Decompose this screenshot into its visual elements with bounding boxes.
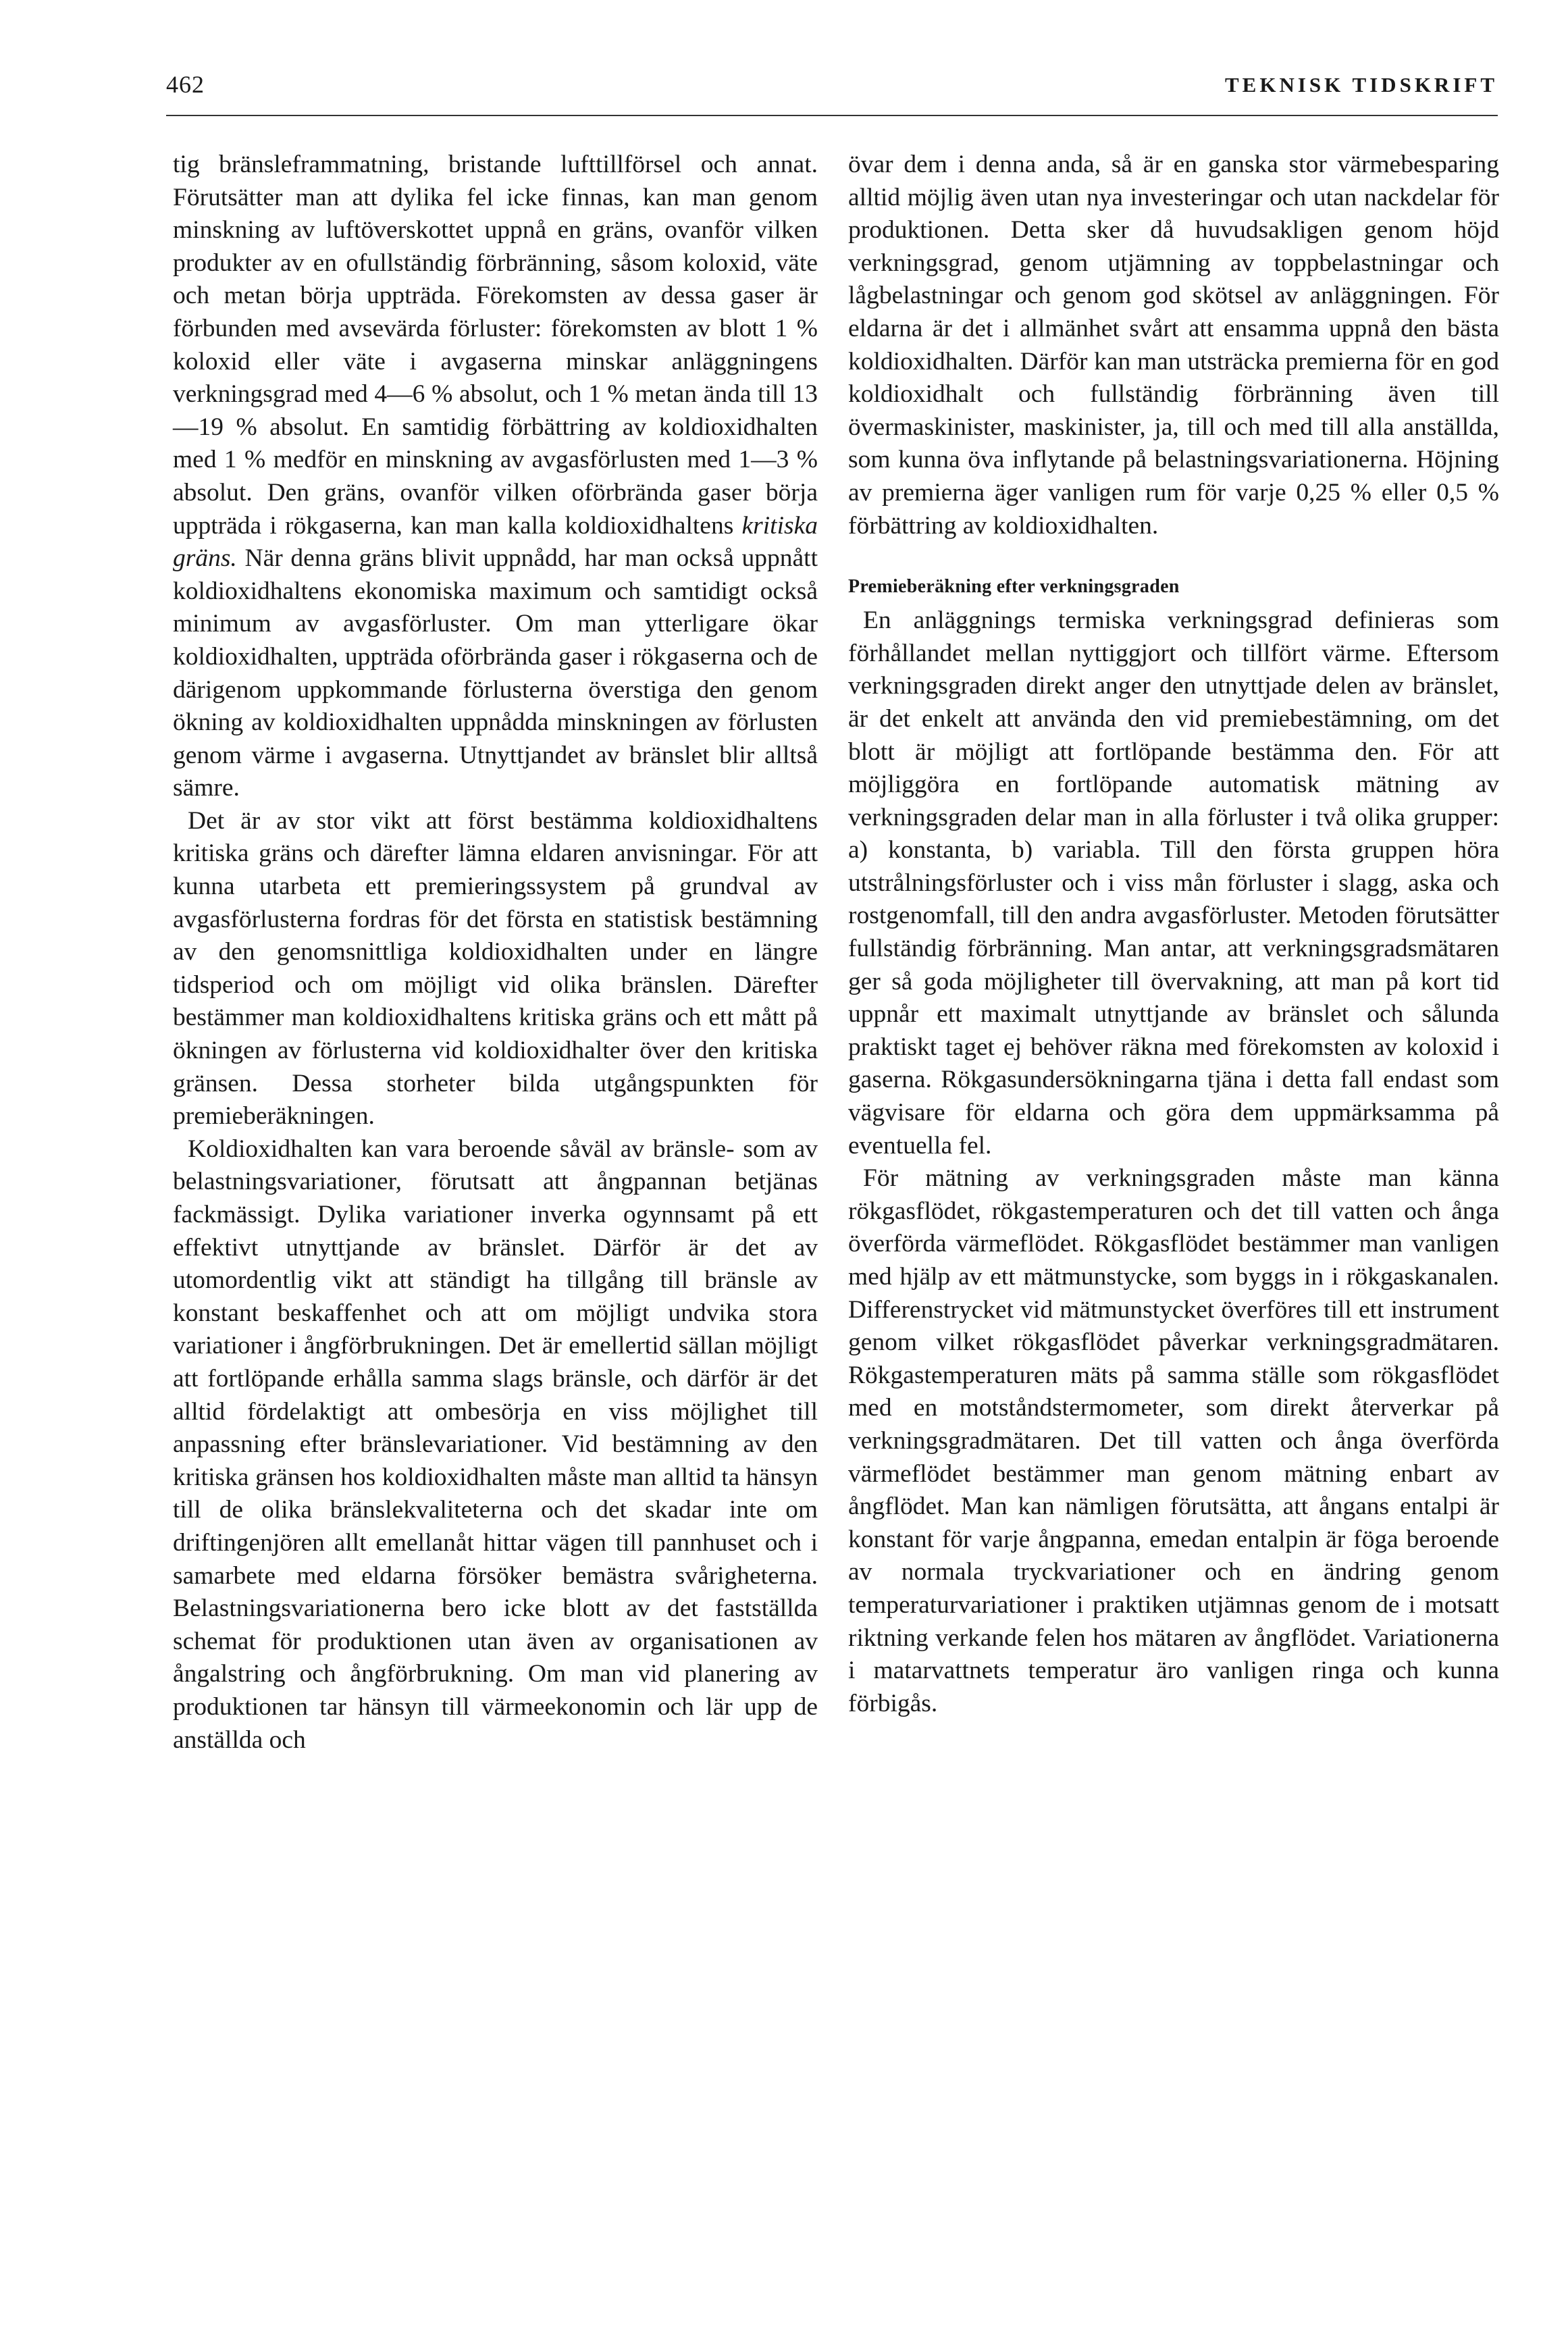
header-rule bbox=[166, 115, 1498, 116]
left-paragraph-3: Koldioxidhalten kan vara beroende såväl av bränsle- som av belastningsvariationer, förutsatt att ångpannan betjänas fackmässigt. Dylika variationer inverka ogynnsamt på ett effektivt utnyttjande av bränslet. Därför är det av utomordentlig vikt att ständigt ha tillgång till bränsle av konstant beskaffenhet och att om möjligt undvika stora variationer i ångförbrukningen. Det är emellertid sällan möjligt att fortlöpande erhålla samma slags bränsle, och därför är det alltid fördelaktigt att ombesörja en viss möjlighet till anpassning efter bränslevariationer. Vid bestämning av den kritiska gränsen hos koldioxidhalten måste man alltid ta hänsyn till de olika bränslekvaliteterna och det skadar inte om driftingenjören allt emellanåt hittar vägen till pannhuset och i samarbete med eldarna försöker bemästra svårigheterna. Belastningsvariationerna bero icke blott av det fastställda schemat för produktionen utan även av organisationen av ångalstring och ångförbrukning. Om man vid planering av produktionen tar hänsyn till värmeekonomin och lär upp de anställda och bbox=[173, 1135, 818, 1754]
right-paragraph-1: övar dem i denna anda, så är en ganska stor värmebesparing alltid möjlig även utan nya investeringar och utan nackdelar för produktionen. Detta sker då huvudsakligen genom höjd verkningsgrad, genom utjämning av toppbelastningar och lågbelastningar och genom god skötsel av anläggningen. För eldarna är det i allmänhet svårt att ensamma uppnå den bästa koldioxidhalten. Därför kan man utsträcka premierna för en god koldioxidhalt och fullständig förbränning även till övermaskinister, maskinister, ja, till och med till alla anställda, som kunna öva inflytande på belastningsvariationerna. Höjning av premierna äger vanligen rum för varje 0,25 % eller 0,5 % förbättring av koldioxidhalten. bbox=[848, 151, 1499, 540]
page-number: 462 bbox=[166, 71, 205, 98]
page-header bbox=[166, 70, 1498, 111]
right-paragraph-3: För mätning av verkningsgraden måste man känna rökgasflödet, rökgastemperaturen och det till vatten och ånga överförda värmeflödet. Rökgasflödet bestämmer man vanligen med hjälp av ett mätmunstycke, som byggs in i rökgaskanalen. Differenstrycket vid mätmunstycket överföres till ett instrument genom vilket rökgasflödet påverkar verkningsgradmätaren. Rökgastemperaturen mäts på samma ställe som rökgasflödet med en motståndstermometer, som direkt återverkar på verkningsgradmätaren. Det till vatten och ånga överförda värmeflödet bestämmer man genom mätning enbart av ångflödet. Man kan nämligen förutsätta, att ångans entalpi är konstant för varje ångpanna, emedan entalpin är föga beroende av normala tryckvariationer och en ändring genom temperaturvariationer i praktiken utjämnas genom de i motsatt riktning verkande felen hos mätaren av ångflödet. Variationerna i matarvattnets temperatur äro vanligen ringa och kunna förbigås. bbox=[848, 1164, 1499, 1717]
left-paragraph-2: Det är av stor vikt att först bestämma koldioxidhaltens kritiska gräns och därefter lämna eldaren anvisningar. För att kunna utarbeta ett premieringssystem på grundval av avgasförlusterna fordras för det första en statistisk bestämning av den genomsnittliga koldioxidhalten under en längre tidsperiod och om möjligt vid olika bränslen. Därefter bestämmer man koldioxidhaltens kritiska gräns och ett mått på ökningen av förlusterna vid koldioxidhalter över den kritiska gränsen. Dessa storheter bilda utgångspunkten för premieberäkningen. bbox=[173, 806, 818, 1131]
kritiska-grans-term: kritiska gräns. bbox=[173, 511, 818, 573]
left-p1-text-a: tig bränsleframmatning, bristande lufttillförsel och annat. Förutsätter man att dylika fel icke finnas, kan man genom minskning av luftöverskottet uppnå en gräns, ovanför vilken produkter av en ofullständig förbränning, såsom koloxid, väte och metan börja uppträda. Förekomsten av dessa gaser är förbunden med avsevärda förluster: förekomsten av blott 1 % koloxid eller väte i avgaserna minskar anläggningens verkningsgrad med 4—6 % absolut, och 1 % metan ända till 13—19 % absolut. En samtidig förbättring av koldioxidhalten med 1 % medför en minskning av avgasförlusten med 1—3 % absolut. Den gräns, ovanför vilken oförbrända gaser börja uppträda i rökgaserna, kan man kalla koldioxidhaltens bbox=[173, 151, 818, 540]
right-paragraph-2: En anläggnings termiska verkningsgrad definieras som förhållandet mellan nyttiggjort och tillfört värme. Eftersom verkningsgraden direkt anger den utnyttjade delen av bränslet, är det enkelt att använda den vid premiebestämning, om det blott är möjligt att fortlöpande bestämma den. För att möjliggöra en fortlöpande automatisk mätning av verkningsgraden delar man in alla förluster i två olika grupper: a) konstanta, b) variabla. Till den första gruppen höra utstrålningsförluster och i viss mån förluster i slagg, aska och rostgenomfall, till den andra avgasförluster. Metoden förutsätter fullständig förbränning. Man antar, att verkningsgradsmätaren ger så goda möjligheter till övervakning, att man på kort tid uppnår ett maximalt utnyttjande av bränslet och sålunda praktiskt taget ej behöver räkna med förekomsten av koloxid i gaserna. Rökgasundersökningarna tjäna i detta fall endast som vägvisare för eldarna och göra dem uppmärksamma på eventuella fel. bbox=[848, 606, 1499, 1160]
left-p1-text-b: När denna gräns blivit uppnådd, har man också uppnått koldioxidhaltens ekonomiska maximum och samtidigt också minimum av avgasförluster. Om man ytterligare ökar koldioxidhalten, uppträda oförbrända gaser i rökgaserna och de därigenom uppkommande förlusterna överstiga den genom ökning av koldioxidhalten uppnådda minskningen av förlusten genom värme i avgaserna. Utnyttjandet av bränslet blir alltså sämre. bbox=[173, 544, 818, 802]
section-heading: Premieberäkning efter verkningsgraden bbox=[848, 576, 1180, 598]
right-column bbox=[848, 149, 1499, 1720]
left-paragraph-1 bbox=[173, 149, 818, 805]
journal-title: TEKNISK TIDSKRIFT bbox=[1224, 73, 1498, 97]
left-column bbox=[173, 149, 818, 1757]
